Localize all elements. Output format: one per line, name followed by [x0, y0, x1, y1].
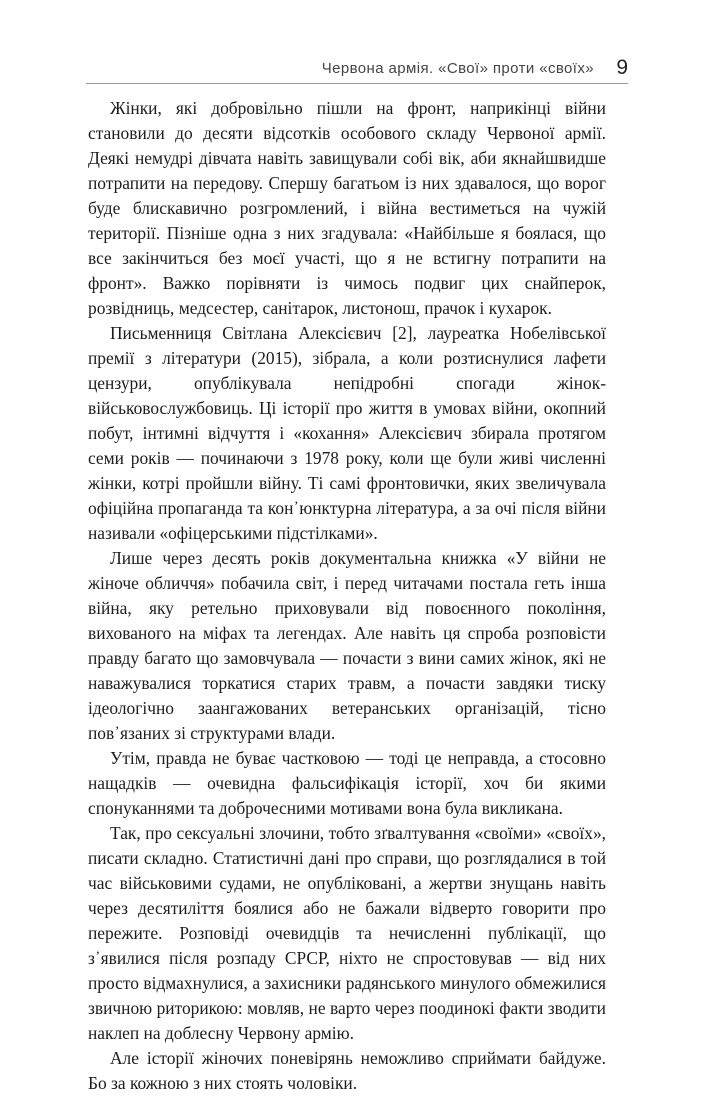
- paragraph-closing: Але історії жіночих поневірянь неможливо сприймати байдуже. Бо за кожною з них стоять чоловіки.: [88, 1048, 606, 1093]
- paragraph-partial-truth: Утім, правда не буває частковою — тоді це неправда, а стосовно нащадків — очевидна фальсифікація історії, хоч би якими спонуканнями та доброчесними мотивами вона була викликана.: [88, 748, 606, 818]
- body-text: [88, 96, 606, 1096]
- paragraph-women-at-front: Жінки, які добровільно пішли на фронт, наприкінці війни становили до десяти відсотків особового складу Червоної армії. Деякі немудрі дівчата навіть завищували собі вік, аби якнайшвидше потрапити на передову. Спершу багатьом із них здавалося, що ворог буде блискавично розгромлений, і війна вестиметься на чужій території. Пізніше одна з них згадувала: «Найбільше я боялася, що все закінчиться без моєї участі, що я не встигну потрапити на фронт». Важко порівняти із чимось подвиг цих снайперок, розвідниць, медсестер, санітарок, листонош, прачок і кухарок.: [88, 98, 606, 318]
- paragraph-sexual-crimes: Так, про сексуальні злочини, тобто зґвалтування «своїми» «своїх», писати складно. Статистичні дані про справи, що розглядалися в той час військовими судами, не опубліковані, а жертви знущань навіть через десятиліття боялися або не бажали відверто говорити про пережите. Розповіді очевидців та нечисленні публікації, що з᾿явилися після розпаду СРСР, ніхто не спростовував — від них просто відмахнулися, а захисники радянського минулого обмежилися звичною риторикою: мовляв, не варто через поодинокі факти зводити наклеп на доблесну Червону армію.: [88, 823, 606, 1043]
- paragraph-book-published: Лише через десять років документальна книжка «У війни не жіноче обличчя» побачила світ, і перед читачами постала геть інша війна, яку ретельно приховували від повоєнного покоління, вихованого на міфах та легендах. Але навіть ця спроба розповісти правду багато що замовчувала — почасти з вини самих жінок, які не наважувалися торкатися старих травм, а почасти завдяки тиску ідеологічно заангажованих ветеранських організацій, тісно пов᾿язаних зі структурами влади.: [88, 548, 606, 743]
- header-rule: [86, 83, 628, 84]
- page-number: 9: [616, 56, 628, 79]
- paragraph-alexievich: Письменниця Світлана Алексієвич [2], лауреатка Нобелівської премії з літератури (2015), зібрала, а коли розтиснулися лафети цензури, опублікувала непідробні спогади жінок-військовослужбовиць. Ці історії про життя в умовах війни, окопний побут, інтимні відчуття і «кохання» Алексієвич збирала протягом семи років — починаючи з 1978 року, коли ще були живі численні жінки, котрі пройшли війну. Ті самі фронтовички, яких звеличувала офіційна пропаганда та кон᾿юнктурна література, а за очі після війни називали «офіцерськими підстілками».: [88, 323, 606, 543]
- running-title: Червона армія. «Свої» проти «своїх»: [321, 60, 594, 77]
- running-header: [86, 56, 628, 84]
